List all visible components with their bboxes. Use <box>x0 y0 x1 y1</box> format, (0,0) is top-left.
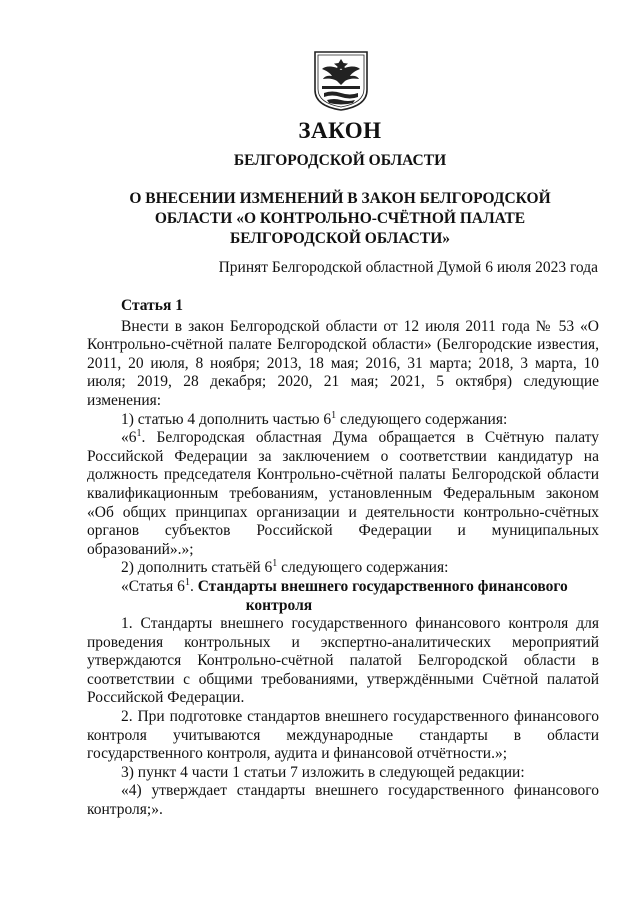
adoption-note: Принят Белгородской областной Думой 6 июля 2023 года <box>218 259 598 276</box>
article-heading: Статья 1 <box>121 297 183 314</box>
part-6-1-paragraph <box>87 429 599 559</box>
article-title-line: контроля <box>245 596 313 614</box>
superscript: 1 <box>184 576 190 588</box>
amendment-item-3-text: «4) утверждает стандарты внешнего государственного финансового контроля;». <box>87 782 599 819</box>
part-text: «6 <box>121 429 137 447</box>
superscript: 1 <box>136 428 142 439</box>
law-heading <box>120 189 560 249</box>
amendment-item-1 <box>87 411 599 430</box>
item-text: следующего содержания: <box>277 559 449 577</box>
item-text: следующего содержания: <box>336 410 508 428</box>
part-text: . Белгородская областная Дума обращается в Счётную палату Российской Федерации за заключением о соответствии кандидатур на должность председателя Контрольно-счётной палаты Белгородской области квалификационным требованиям, установленным Федеральным законом «Об общих принципах организации и деятельности контрольно-счётных органов субъектов Российской Федерации и муниципальных образований».»; <box>87 429 599 558</box>
law-heading-line: БЕЛГОРОДСКОЙ ОБЛАСТИ» <box>229 230 451 247</box>
article-label <box>121 578 198 597</box>
document-subtitle: БЕЛГОРОДСКОЙ ОБЛАСТИ <box>233 152 447 169</box>
article-6-1-part-1: 1. Стандарты внешнего государственного финансового контроля для проведения контрольных и экспертно-аналитических мероприятий утверждаются Контрольно-счётной палатой Белгородской области в соответствии с общими требованиями, утверждёнными Счётной палатой Российской Федерации. <box>87 615 599 707</box>
law-body <box>87 297 599 820</box>
article-title <box>198 578 599 615</box>
article-6-1-heading <box>87 578 599 615</box>
item-text: 1) статью 4 дополнить частью 6 <box>121 410 332 428</box>
document-title: ЗАКОН <box>298 118 382 143</box>
superscript: 1 <box>331 409 337 421</box>
law-heading-line: ОБЛАСТИ «О КОНТРОЛЬНО-СЧЁТНОЙ ПАЛАТЕ <box>154 210 526 227</box>
amendment-item-3: 3) пункт 4 части 1 статьи 7 изложить в следующей редакции: <box>121 763 525 781</box>
article-title-line: Стандарты внешнего государственного финансового <box>197 577 568 595</box>
coat-of-arms-emblem <box>313 50 369 112</box>
article-label-text: «Статья 6 <box>121 577 185 595</box>
intro-paragraph: Внести в закон Белгородской области от 12 июля 2011 года № 53 «О Контрольно-счётной палате Белгородской области» (Белгородские известия, 2011, 20 июля, 8 ноября; 2013, 18 мая; 2016, 31 марта; 2018, 3 марта, 10 июля; 2019, 28 декабря; 2020, 21 мая; 2021, 5 октября) следующие изменения: <box>87 317 599 409</box>
article-6-1-part-2: 2. При подготовке стандартов внешнего государственного финансового контроля учитываются международные стандарты в области государственного контроля, аудита и финансовой отчётности.»; <box>87 708 599 763</box>
law-heading-line: О ВНЕСЕНИИ ИЗМЕНЕНИЙ В ЗАКОН БЕЛГОРОДСКОЙ <box>129 190 551 207</box>
article-label-text: . <box>189 577 198 595</box>
superscript: 1 <box>272 558 278 570</box>
item-text: 2) дополнить статьёй 6 <box>121 559 273 577</box>
amendment-item-2 <box>87 559 599 578</box>
